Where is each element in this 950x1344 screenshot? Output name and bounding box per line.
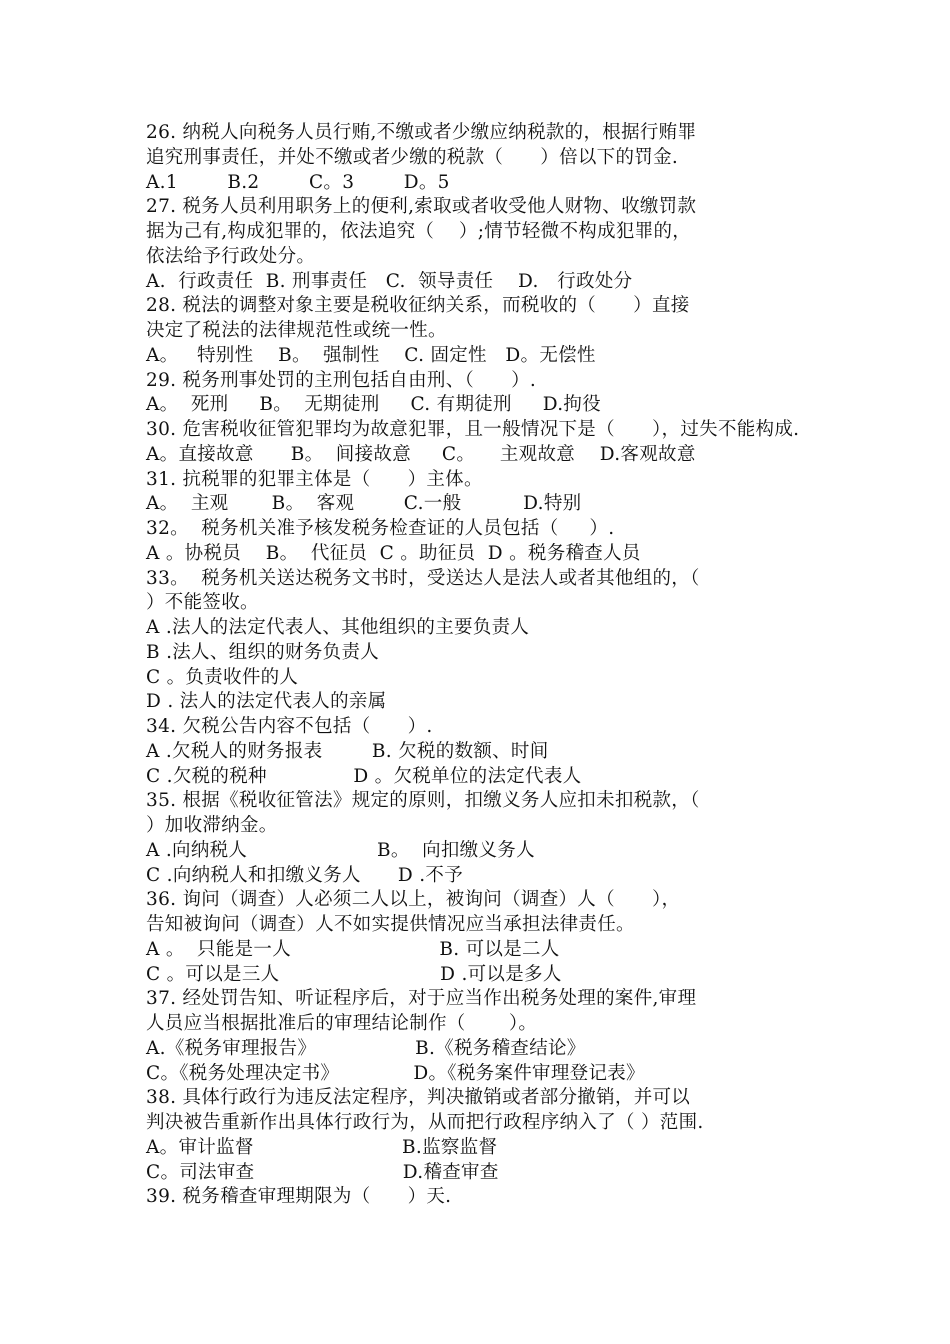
- text-line: 39. 税务稽查审理期限为（ ）天.: [146, 1186, 452, 1208]
- text-line: ）加收滞纳金。: [146, 815, 278, 836]
- text-line: 决定了税法的法律规范性或统一性。: [146, 320, 447, 341]
- text-line: C 。可以是三人 D .可以是多人: [146, 963, 562, 985]
- text-line: 33。 税务机关送达税务文书时，受送达人是法人或者其他组的，（: [146, 567, 700, 589]
- text-line: A .向纳税人 B。 向扣缴义务人: [146, 839, 535, 861]
- text-line: A。 特别性 B。 强制性 C. 固定性 D。无偿性: [146, 344, 596, 366]
- text-line: 27. 税务人员利用职务上的便利,索取或者收受他人财物、收缴罚款: [146, 196, 697, 218]
- text-line: 判决被告重新作出具体行政行为，从而把行政程序纳入了（ ）范围.: [146, 1112, 704, 1133]
- text-line: ）不能签收。: [146, 592, 259, 614]
- text-line: B .法人、组织的财务负责人: [146, 641, 380, 663]
- text-line: A 。协税员 B。 代征员 C 。助征员 D 。税务稽查人员: [146, 542, 641, 564]
- text-line: A .欠税人的财务报表 B. 欠税的数额、时间: [146, 740, 549, 762]
- text-line: A .法人的法定代表人、其他组织的主要负责人: [146, 617, 530, 638]
- text-line: 依法给予行政处分。: [146, 245, 316, 267]
- text-line: 据为己有,构成犯罪的，依法追究（ ）;情节轻微不构成犯罪的，: [146, 221, 692, 242]
- text-line: 26. 纳税人向税务人员行贿,不缴或者少缴应纳税款的，根据行贿罪: [146, 122, 697, 143]
- text-line: C。《税务处理决定书》 D。《税务案件审理登记表》: [146, 1062, 645, 1084]
- text-line: A。 死刑 B。 无期徒刑 C. 有期徒刑 D.拘役: [146, 394, 601, 416]
- text-line: 28. 税法的调整对象主要是税收征纳关系，而税收的（ ）直接: [146, 295, 690, 317]
- text-line: 追究刑事责任，并处不缴或者少缴的税款（ ）倍以下的罚金.: [146, 146, 679, 168]
- text-line: C .向纳税人和扣缴义务人 D .不予: [146, 864, 463, 886]
- text-line: A.1 B.2 C。3 D。5: [146, 171, 450, 193]
- text-line: 37. 经处罚告知、听证程序后，对于应当作出税务处理的案件,审理: [146, 988, 697, 1010]
- text-line: 32。 税务机关准予核发税务检查证的人员包括（ ）.: [146, 518, 615, 539]
- text-line: A. 行政责任 B. 刑事责任 C. 领导责任 D. 行政处分: [146, 270, 633, 292]
- text-line: A。 主观 B。 客观 C.一般 D.特别: [146, 493, 582, 515]
- question-text-block: [146, 121, 946, 1210]
- text-line: 36. 询问（调查）人必须二人以上，被询问（调查）人（ ），: [146, 889, 681, 911]
- text-line: A.《税务审理报告》 B.《税务稽查结论》: [146, 1037, 586, 1059]
- text-line: 29. 税务刑事处罚的主刑包括自由刑、（ ）.: [146, 369, 537, 391]
- text-line: C .欠税的税种 D 。欠税单位的法定代表人: [146, 765, 582, 787]
- text-line: D . 法人的法定代表人的亲属: [146, 691, 387, 713]
- text-line: 人员应当根据批准后的审理结论制作（ ）。: [146, 1013, 538, 1034]
- text-line: 38. 具体行政行为违反法定程序，判决撤销或者部分撤销，并可以: [146, 1087, 691, 1109]
- text-line: 30. 危害税收征管犯罪均为故意犯罪，且一般情况下是（ ），过失不能构成.: [146, 419, 800, 440]
- text-line: 31. 抗税罪的犯罪主体是（ ）主体。: [146, 468, 483, 490]
- text-line: A 。 只能是一人 B. 可以是二人: [146, 938, 560, 960]
- text-line: A。审计监督 B.监察监督: [146, 1136, 498, 1158]
- text-line: A。直接故意 B。 间接故意 C。 主观故意 D.客观故意: [146, 443, 696, 465]
- text-line: C。司法审查 D.稽查审查: [146, 1161, 499, 1183]
- text-line: 35. 根据《税收征管法》规定的原则，扣缴义务人应扣未扣税款，（: [146, 790, 700, 812]
- text-line: C 。负责收件的人: [146, 666, 299, 688]
- text-line: 34. 欠税公告内容不包括（ ）.: [146, 716, 433, 737]
- text-line: 告知被询问（调查）人不如实提供情况应当承担法律责任。: [146, 914, 635, 935]
